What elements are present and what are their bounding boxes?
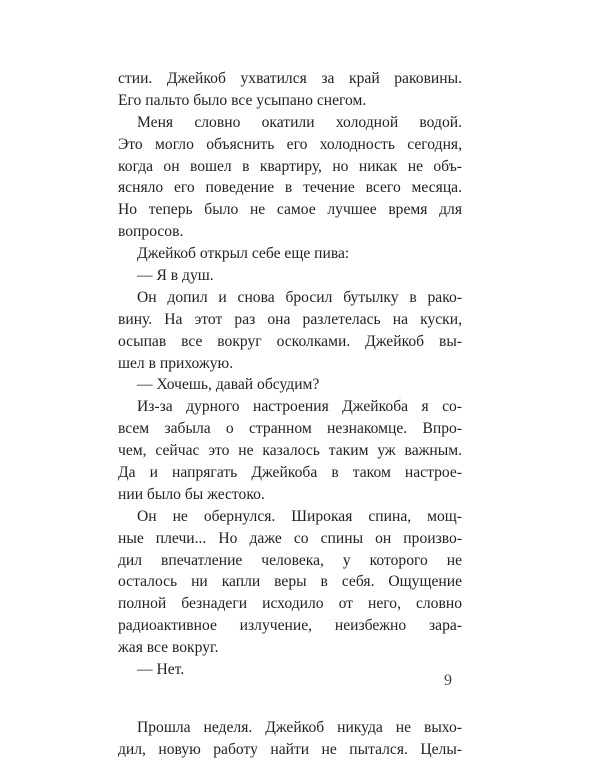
paragraph-first-line: — Нет. [137,661,185,679]
text-line: Но теперь было не самое лучшее время для [118,201,462,219]
page-number: 9 [444,672,452,689]
paragraph-first-line: — Я в душ. [137,267,214,285]
text-line: чем, сейчас это не казалось таким уж важным. [118,442,462,460]
text-line: ные плечи... Но даже со спины он произво- [118,529,462,547]
text-line: шел в прихожую. [118,354,234,372]
paragraph-first-line: Он не обернулся. Широкая спина, мощ- [137,507,462,525]
paragraph-first-line: Он допил и снова бросил бутылку в рако- [137,288,462,306]
text-line: нии было бы жестоко. [118,485,265,503]
text-line: радиоактивное излучение, неизбежно зара- [118,617,462,635]
paragraph-first-line: Джейкоб открыл себе еще пива: [137,245,350,263]
text-line: Его пальто было все усыпано снегом. [118,91,367,109]
paragraph-first-line: — Хочешь, давай обсудим? [137,376,320,394]
text-line: осыпав все вокруг осколками. Джейкоб вы- [118,332,462,350]
section-break [118,681,462,717]
text-line: стии. Джейкоб ухватился за край раковины. [118,70,462,87]
paragraph-first-line: Прошла неделя. Джейкоб никуда не выхо- [137,718,462,736]
paragraph-first-line: Меня словно окатили холодной водой. [137,113,462,131]
paragraph-first-line: Из-за дурного настроения Джейкоба я со- [137,398,462,416]
text-line: всем забыла о странном незнакомце. Впро- [118,420,462,438]
text-line: дил, новую работу найти не пытался. Целы- [118,740,462,758]
text-line: когда он вошел в квартиру, но никак не объ- [118,157,462,175]
text-line: жая все вокруг. [118,639,219,657]
text-line: полной безнадеги исходило от него, словно [118,595,462,613]
body-text [118,68,462,761]
text-line: осталось ни капли веры в себя. Ощущение [118,573,462,591]
text-line: вопросов. [118,223,184,241]
text-line: Это могло объяснить его холодность сегодня, [118,135,462,153]
text-line: вину. На этот раз она разлетелась на куски, [118,310,462,328]
text-line: дил впечатление человека, у которого не [118,551,462,569]
text-line: ясняло его поведение в течение всего месяца. [118,179,462,197]
text-line: Да и напрягать Джейкоба в таком настрое- [118,464,462,482]
